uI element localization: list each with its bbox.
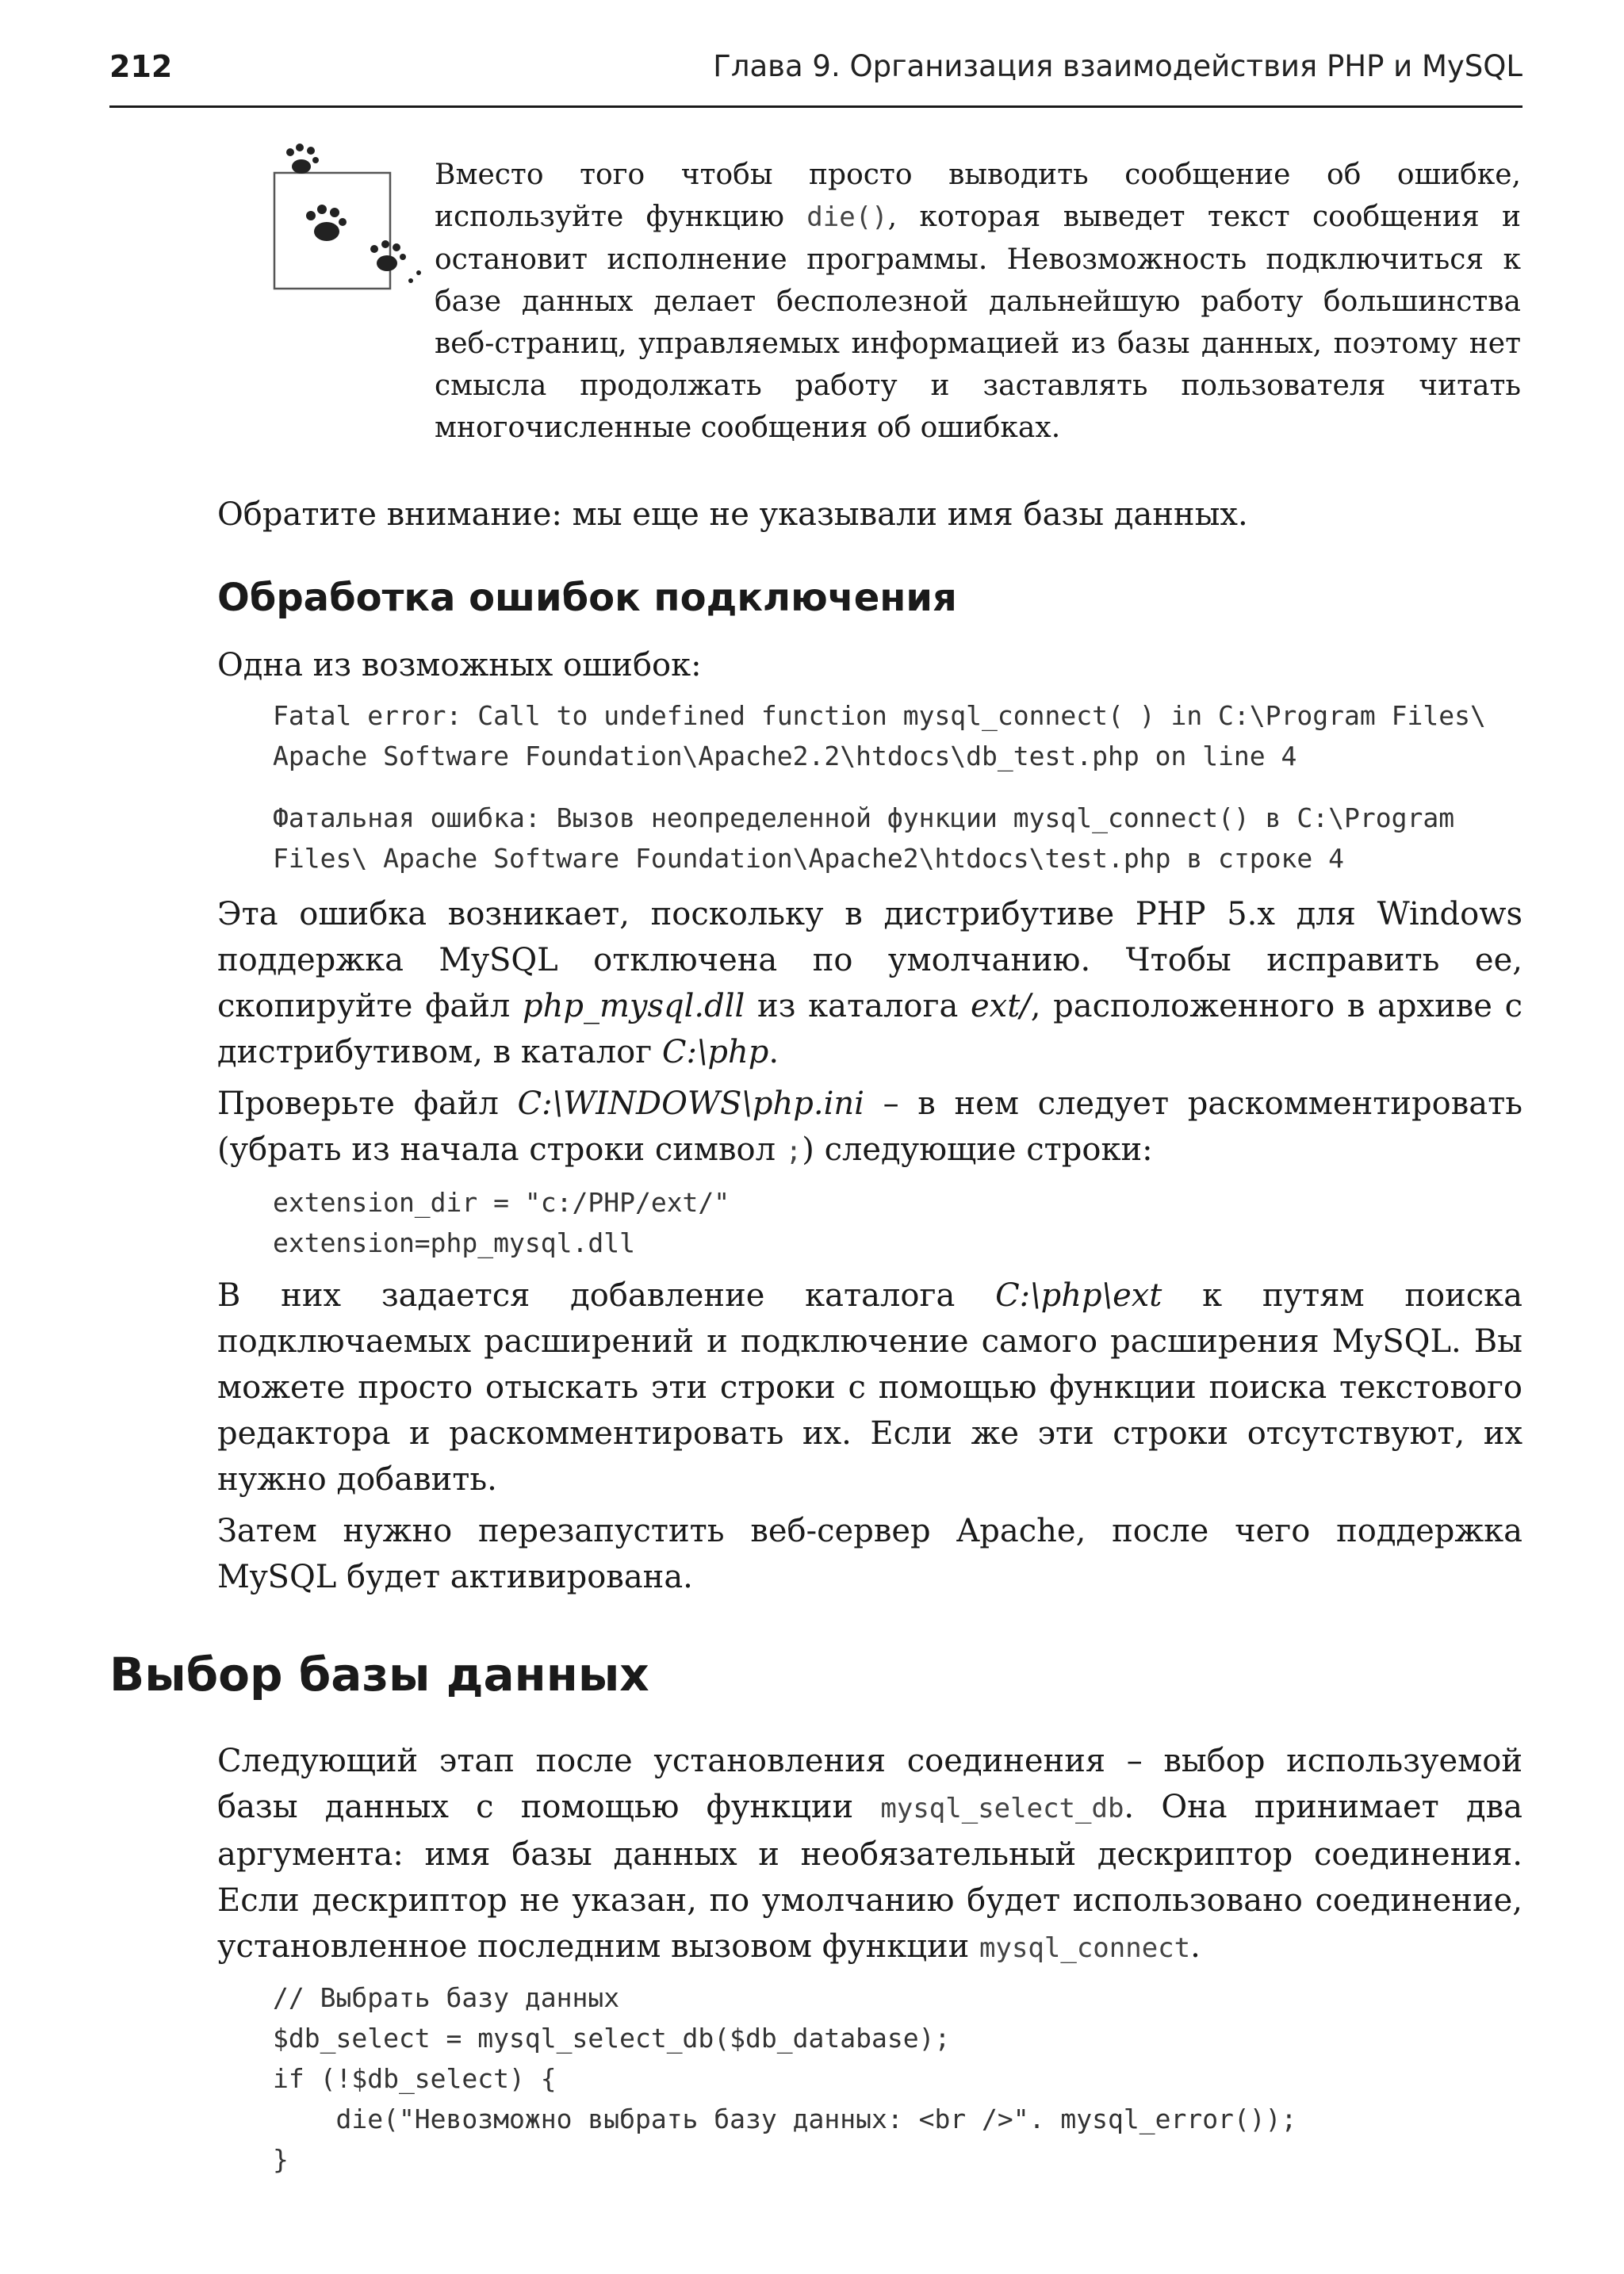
code-line: Apache Software Foundation\Apache2.2\htdocs\db_test.php on line 4 bbox=[273, 741, 1297, 771]
text-part: – в нем следует раскомментировать (убрать из начала строки символ bbox=[217, 1085, 1522, 1168]
code-line: Фатальная ошибка: Вызов неопределенной функции mysql_connect() в C:\Program bbox=[273, 802, 1455, 833]
paragraph-dll bbox=[217, 891, 1522, 1075]
text-part: Проверьте файл bbox=[217, 1085, 518, 1122]
text-part: из каталога bbox=[745, 988, 971, 1024]
code-line: Files\ Apache Software Foundation\Apache2\htdocs\test.php в строке 4 bbox=[273, 843, 1345, 874]
note-text-part: Вместо того чтобы просто выводить сообщение об ошибке, используйте функцию bbox=[435, 159, 1521, 233]
code-line: // Выбрать базу данных bbox=[273, 1982, 620, 2013]
page-number: 212 bbox=[109, 49, 173, 84]
text-part: . bbox=[768, 1034, 779, 1070]
error-intro: Одна из возможных ошибок: bbox=[217, 647, 702, 683]
code-line: Fatal error: Call to undefined function mysql_connect( ) in C:\Program Files\ bbox=[273, 700, 1486, 731]
attention-paragraph: Обратите внимание: мы еще не указывали имя базы данных. bbox=[217, 496, 1248, 533]
text-part: . Она принимает два аргумента: имя базы данных и необязательный дескриптор соединения. Если дескриптор не указан, по умолчанию будет использовано соединение, установленное последним вызовом функции bbox=[217, 1789, 1522, 1965]
code-line: } bbox=[273, 2144, 289, 2175]
error-message-en bbox=[273, 695, 1526, 776]
paw-prints-icon bbox=[270, 138, 428, 297]
php-directory: C:\php bbox=[661, 1034, 769, 1070]
code-line: die("Невозможно выбрать базу данных: <br />". mysql_error()); bbox=[273, 2104, 1297, 2134]
comment-symbol: ; bbox=[785, 1135, 802, 1167]
paragraph-extension bbox=[217, 1273, 1522, 1503]
connect-function: mysql_connect bbox=[979, 1932, 1191, 1964]
ext-directory: ext/ bbox=[971, 988, 1031, 1024]
config-lines bbox=[273, 1182, 1526, 1263]
code-line: extension=php_mysql.dll bbox=[273, 1227, 635, 1258]
paragraph-phpini bbox=[217, 1081, 1522, 1174]
text-part: , расположенного в архиве с дистрибутивом, в каталог bbox=[217, 988, 1523, 1070]
note-text bbox=[435, 154, 1521, 449]
die-function: die() bbox=[806, 201, 888, 233]
text-part: В них задается добавление каталога bbox=[217, 1277, 996, 1314]
paragraph-restart: Затем нужно перезапустить веб-сервер Apache, после чего поддержка MySQL будет активирована. bbox=[217, 1513, 1522, 1595]
phpini-path: C:\WINDOWS\php.ini bbox=[517, 1085, 864, 1122]
code-line: $db_select = mysql_select_db($db_database); bbox=[273, 2023, 951, 2054]
code-block-select bbox=[273, 1977, 1526, 2180]
code-line: if (!$db_select) { bbox=[273, 2063, 557, 2094]
running-header bbox=[109, 44, 1522, 108]
text-part: ) следующие строки: bbox=[802, 1131, 1153, 1168]
text-part: к путям поиска подключаемых расширений и подключение самого расширения MySQL. Вы можете просто отыскать эти строки с помощью функции поиска текстового редактора и раскомментировать их. Если же эти строки отсутствуют, их нужно добавить. bbox=[217, 1277, 1523, 1498]
section-heading-error: Обработка ошибок подключения bbox=[217, 576, 957, 620]
note-text-part: , которая выведет текст сообщения и остановит исполнение программы. Невозможность подключиться к базе данных делает бесполезной дальнейшую работу большинства веб-страниц, управляемых информацией из базы данных, поэтому нет смысла продолжать работу и заставлять пользователя читать многочисленные сообщения об ошибках. bbox=[435, 201, 1521, 444]
text-part: Эта ошибка возникает, поскольку в дистрибутиве PHP 5.x для Windows поддержка MySQL отключена по умолчанию. Чтобы исправить ее, скопируйте файл bbox=[217, 896, 1522, 1024]
dll-filename: php_mysql.dll bbox=[523, 988, 745, 1024]
note-box bbox=[270, 138, 1522, 455]
text-part: . bbox=[1190, 1928, 1201, 1965]
error-message-ru bbox=[273, 798, 1526, 879]
paragraph-select-db bbox=[217, 1738, 1522, 1971]
select-db-function: mysql_select_db bbox=[880, 1793, 1124, 1824]
section-heading-select: Выбор базы данных bbox=[109, 1648, 649, 1702]
text-part: Следующий этап после установления соединения – выбор используемой базы данных с помощью функции bbox=[217, 1743, 1522, 1825]
chapter-title: Глава 9. Организация взаимодействия PHP и MySQL bbox=[713, 49, 1522, 83]
ext-path: C:\php\ext bbox=[995, 1277, 1162, 1314]
code-line: extension_dir = "c:/PHP/ext/" bbox=[273, 1187, 730, 1218]
